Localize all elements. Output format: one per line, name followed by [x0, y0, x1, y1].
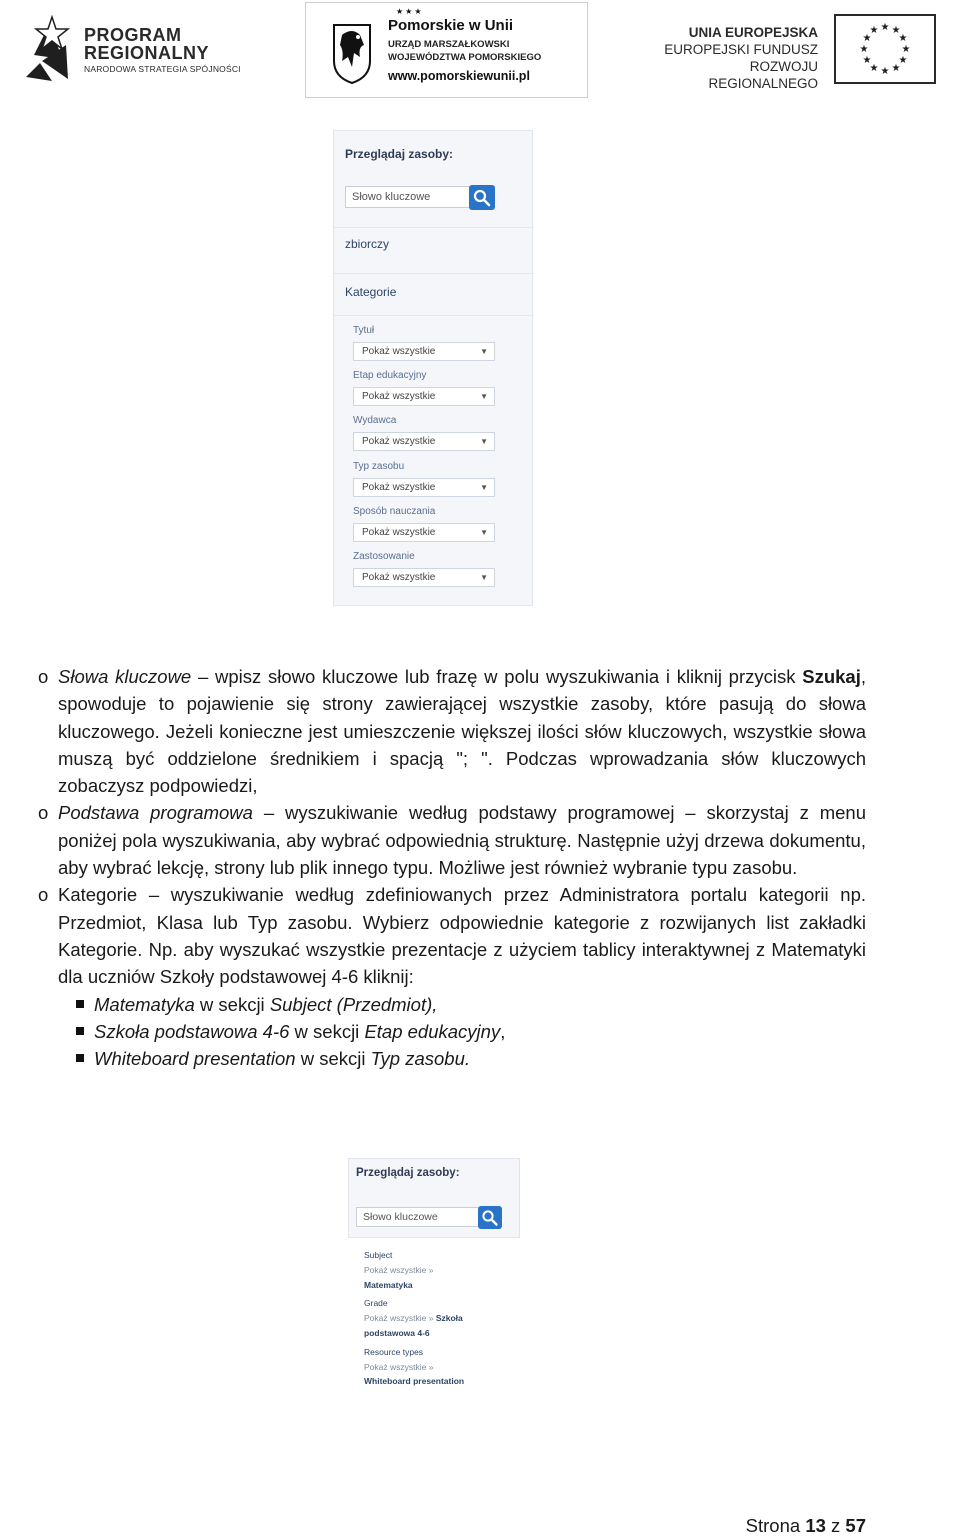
instructions-text [38, 663, 866, 1072]
pomorskie-url: www.pomorskiewunii.pl [388, 69, 530, 83]
panel-title: Przeglądaj zasoby: [356, 1167, 460, 1179]
list-marker: o [38, 884, 49, 906]
svg-text:★: ★ [862, 33, 872, 44]
text: w sekcji [194, 993, 270, 1015]
filter-select-typ[interactable] [353, 478, 495, 497]
select-value: Pokaż wszystkie [362, 391, 436, 402]
selected-categories [364, 1248, 464, 1389]
page-number [746, 1515, 866, 1537]
panel-title: Przeglądaj zasoby: [345, 147, 454, 161]
logo-line: REGIONALNY [84, 42, 210, 63]
breadcrumb-link[interactable]: Pokaż wszystkie » [364, 1264, 434, 1275]
term: Subject (Przedmiot), [269, 993, 438, 1015]
program-regionalny-emblem-icon [22, 15, 72, 85]
divider [334, 273, 534, 274]
text: – wyszukiwanie według podstawy programowej – skorzystaj z menu poniżej pola wyszukiwania, aby wybrać odpowiednią strukturę. Następnie użyj drzewa dokumentu, aby wybrać lekcję, strony lub plik innego typu. Możliwe jest również wybranie typu zasobu. [58, 802, 866, 879]
logo-program-regionalny [22, 14, 252, 86]
panel-top [348, 1158, 520, 1238]
list-marker: o [38, 802, 49, 824]
term: Typ zasobu. [370, 1048, 471, 1070]
select-value: Pokaż wszystkie [362, 436, 436, 447]
text: – wpisz słowo kluczowe lub frazę w polu wyszukiwania i kliknij przycisk [191, 666, 803, 687]
search-button[interactable] [478, 1206, 502, 1229]
select-value: Pokaż wszystkie [362, 572, 436, 583]
page-prefix: Strona [745, 1515, 806, 1536]
filter-select-etap[interactable] [353, 387, 495, 406]
logo-line: PROGRAM [84, 24, 182, 45]
text: , [500, 1020, 506, 1042]
eu-line: EUROPEJSKI FUNDUSZ [664, 42, 818, 57]
griffin-coat-of-arms-icon [324, 17, 380, 87]
eu-line: UNIA EUROPEJSKA [688, 25, 818, 40]
filter-label: Etap edukacyjny [353, 370, 427, 381]
eu-text [650, 24, 818, 92]
eu-flag-icon [834, 14, 936, 84]
breadcrumb-link[interactable]: Pokaż wszystkie » [364, 1313, 436, 1324]
page-header [0, 0, 960, 104]
select-value: Pokaż wszystkie [362, 346, 436, 357]
pomorskie-line: URZĄD MARSZAŁKOWSKI [388, 39, 510, 50]
term: Słowa kluczowe [58, 666, 192, 687]
logo-unia-europejska [650, 14, 940, 91]
square-bullet-icon [76, 1054, 84, 1062]
category-heading: Subject [364, 1250, 393, 1260]
list-item-podstawa-programowa [38, 799, 866, 881]
sublist-item [38, 1018, 866, 1045]
text: Kategorie – wyszukiwanie według zdefiniowanych przez Administratora portalu kategorii np. Przedmiot, Klasa lub Typ zasobu. Wybierz odpowiednie kategorie z rozwijanych list zakładki Kategorie. Np. aby wyszukać wszystkie prezentacje z użyciem tablicy interaktywnej z Matematyki dla uczniów Szkoły podstawowej 4-6 kliknij: [58, 884, 866, 988]
breadcrumb-row [364, 1311, 464, 1326]
link-zbiorczy[interactable]: zbiorczy [345, 237, 390, 251]
search-icon [469, 185, 495, 210]
pomorskie-line: WOJEWÓDZTWA POMORSKIEGO [388, 52, 542, 63]
filter-label: Zastosowanie [353, 551, 415, 562]
filter-select-zastosowanie[interactable] [353, 568, 495, 587]
pomorskie-title: Pomorskie w Unii [388, 17, 514, 34]
svg-text:★: ★ [869, 25, 879, 36]
filter-label: Typ zasobu [353, 461, 405, 472]
term-bold: Szukaj [802, 666, 861, 687]
term: Matematyka [94, 993, 195, 1015]
category-heading: Resource types [364, 1346, 424, 1357]
selected-value[interactable]: Whiteboard presentation [364, 1376, 465, 1387]
current-page: 13 [805, 1515, 826, 1536]
svg-text:★: ★ [869, 63, 879, 74]
svg-text:★: ★ [862, 55, 872, 66]
divider [334, 315, 534, 316]
page-mid: z [825, 1515, 846, 1536]
browse-resources-panel [333, 130, 533, 606]
browse-resources-panel-selected [348, 1158, 520, 1390]
svg-text:★: ★ [891, 63, 901, 74]
sublist-item [38, 1045, 866, 1072]
keyword-search-input[interactable]: Słowo kluczowe [356, 1207, 500, 1227]
selected-value[interactable]: Szkoła [435, 1313, 463, 1324]
total-pages: 57 [845, 1515, 866, 1536]
search-icon [478, 1206, 502, 1229]
square-bullet-icon [76, 1027, 84, 1035]
svg-text:★: ★ [891, 25, 901, 36]
svg-text:★: ★ [898, 33, 908, 44]
filter-label: Sposób nauczania [353, 506, 436, 517]
sublist-item [38, 991, 866, 1018]
category-heading: Grade [364, 1298, 388, 1309]
svg-text:★: ★ [859, 44, 869, 55]
select-value: Pokaż wszystkie [362, 482, 436, 493]
program-regionalny-text [84, 26, 241, 75]
text: w sekcji [289, 1020, 365, 1042]
square-bullet-icon [76, 1000, 84, 1008]
text: w sekcji [295, 1048, 371, 1070]
term: Etap edukacyjny [364, 1020, 501, 1042]
list-marker: o [38, 666, 49, 687]
term: Podstawa programowa [58, 802, 253, 824]
svg-text:★: ★ [901, 44, 911, 55]
dropdown-arrow-icon: ▼ [480, 392, 488, 401]
breadcrumb-link[interactable]: Pokaż wszystkie » [364, 1361, 434, 1372]
stars-icon: ★★★ [396, 7, 424, 16]
term: Whiteboard presentation [94, 1048, 296, 1070]
svg-text:★: ★ [880, 66, 890, 77]
filter-label: Tytuł [353, 325, 375, 336]
filter-label: Wydawca [353, 415, 397, 426]
dropdown-arrow-icon: ▼ [480, 437, 488, 446]
filter-select-tytul[interactable] [353, 342, 495, 361]
list-item-slowa-kluczowe [38, 663, 866, 799]
filter-select-wydawca[interactable] [353, 432, 495, 451]
filter-select-sposob[interactable] [353, 523, 495, 542]
select-value: Pokaż wszystkie [362, 527, 436, 538]
text: , spowoduje to pojawienie się strony zawierającej wszystkie zasoby, które pasują do słowa kluczowego. Jeżeli konieczne jest umieszczenie większej ilości słów kluczowych, wszystkie słowa muszą być oddzielone średnikiem i spacją "; ". Podczas wprowadzania słów kluczowych zobaczysz podpowiedzi, [58, 666, 866, 797]
list-item-kategorie [38, 881, 866, 990]
svg-text:★: ★ [880, 22, 890, 33]
svg-text:★: ★ [898, 55, 908, 66]
selected-value[interactable]: podstawowa 4-6 [364, 1327, 430, 1338]
term: Szkoła podstawowa 4-6 [94, 1020, 290, 1042]
divider [334, 227, 534, 228]
dropdown-arrow-icon: ▼ [480, 528, 488, 537]
dropdown-arrow-icon: ▼ [480, 347, 488, 356]
dropdown-arrow-icon: ▼ [480, 483, 488, 492]
search-button[interactable] [469, 185, 495, 210]
keyword-search-input[interactable]: Słowo kluczowe [345, 186, 495, 208]
selected-value[interactable]: Matematyka [364, 1279, 413, 1290]
dropdown-arrow-icon: ▼ [480, 573, 488, 582]
logo-pomorskie-w-unii [305, 2, 588, 98]
logo-line: NARODOWA STRATEGIA SPÓJNOŚCI [84, 63, 241, 74]
eu-line: ROZWOJU REGIONALNEGO [708, 59, 818, 91]
link-kategorie[interactable]: Kategorie [345, 285, 397, 299]
